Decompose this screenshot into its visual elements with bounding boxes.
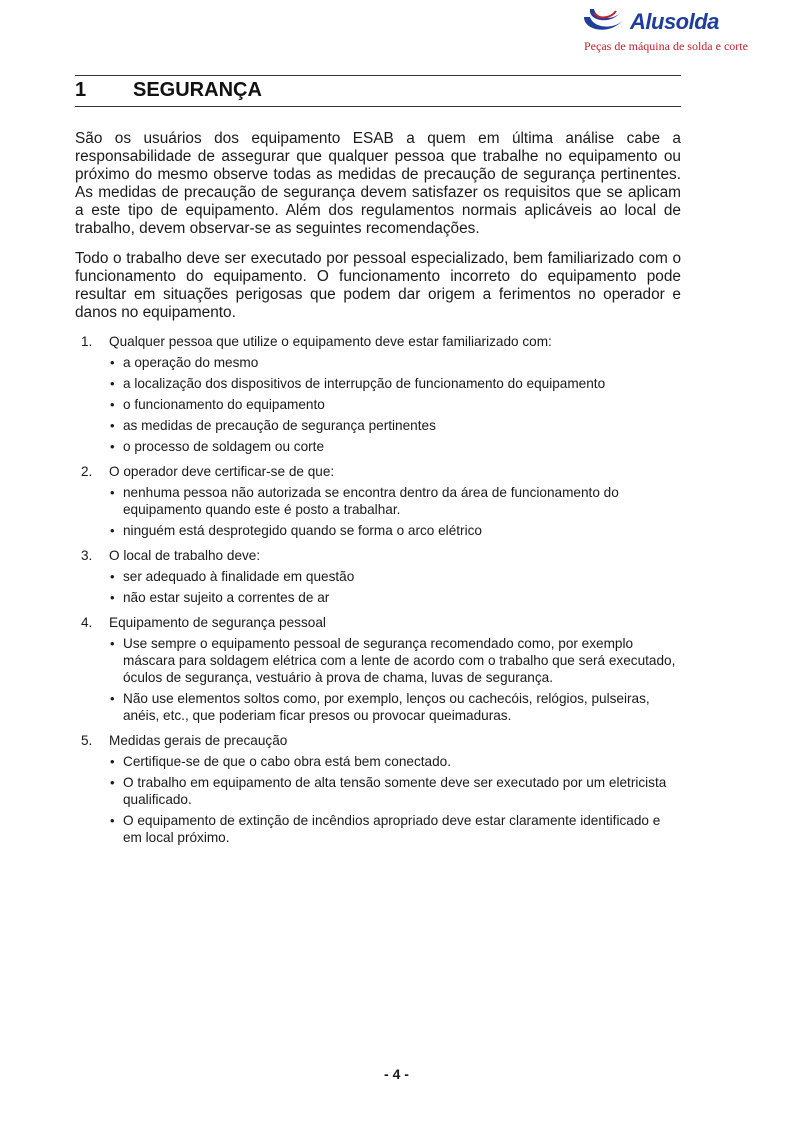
bullet-item: • ninguém está desprotegido quando se forma o arco elétrico xyxy=(110,523,482,538)
brand-tagline: Peças de máquina de solda e corte xyxy=(584,39,748,53)
bullet-list xyxy=(109,753,681,854)
page-number: - 4 - xyxy=(384,1066,409,1082)
brand-name: Alusolda xyxy=(630,9,719,34)
bullet-icon: • xyxy=(110,355,115,370)
list-item-title: Medidas gerais de precaução xyxy=(109,733,288,748)
bullet-item: • nenhuma pessoa não autorizada se encontra dentro da área de funcionamento do equipamento quando este é posto a trabalhar. xyxy=(110,485,619,517)
list-item-title: Qualquer pessoa que utilize o equipamento deve estar familiarizado com: xyxy=(109,334,552,349)
bullet-icon: • xyxy=(110,418,115,433)
intro-paragraph: São os usuários dos equipamento ESAB a quem em última análise cabe a responsabilidade de assegurar que qualquer pessoa que trabalhe no equipamento ou próximo do mesmo observe todas as medidas de precaução de segurança pertinentes. As medidas de precaução de segurança devem satisfazer os requisitos que se aplicam a este tipo de equipamento. Além dos regulamentos normais aplicáveis ao local de trabalho, devem observar-se as seguintes recomendações. xyxy=(75,130,681,237)
section-title: SEGURANÇA xyxy=(133,79,262,101)
bullet-item: • as medidas de precaução de segurança pertinentes xyxy=(110,418,436,433)
bullet-item: • o funcionamento do equipamento xyxy=(110,397,325,412)
bullet-list xyxy=(109,568,681,614)
bullet-item: • ser adequado à finalidade em questão xyxy=(110,569,355,584)
bullet-item: • o processo de soldagem ou corte xyxy=(110,439,325,454)
bullet-icon: • xyxy=(110,636,115,651)
bullet-icon: • xyxy=(110,376,115,391)
list-item-number: 4. xyxy=(81,615,93,630)
bullet-icon: • xyxy=(110,569,115,584)
heading-top-rule xyxy=(75,75,681,76)
bullet-icon: • xyxy=(110,754,115,769)
list-item-title: O local de trabalho deve: xyxy=(109,548,261,563)
bullet-list xyxy=(109,635,681,732)
bullet-item: • a localização dos dispositivos de interrupção de funcionamento do equipamento xyxy=(110,376,606,391)
bullet-list xyxy=(109,354,681,463)
list-item xyxy=(75,732,681,854)
section-number: 1 xyxy=(75,79,87,101)
list-item-number: 1. xyxy=(81,334,93,349)
list-item-number: 2. xyxy=(81,464,93,479)
bullet-icon: • xyxy=(110,590,115,605)
bullet-item: • Não use elementos soltos como, por exemplo, lenços ou cachecóis, relógios, pulseiras, anéis, etc., que poderiam ficar presos ou provocar queimaduras. xyxy=(110,691,650,723)
bullet-icon: • xyxy=(110,775,115,790)
training-paragraph: Todo o trabalho deve ser executado por pessoal especializado, bem familiarizado com o funcionamento do equipamento. O funcionamento incorreto do equipamento pode resultar em situações perigosas que podem dar origem a ferimentos no operador e danos no equipamento. xyxy=(75,250,681,321)
bullet-item: • Certifique-se de que o cabo obra está bem conectado. xyxy=(110,754,451,769)
bullet-item: • a operação do mesmo xyxy=(110,355,259,370)
bullet-icon: • xyxy=(110,485,115,500)
bullet-icon: • xyxy=(110,397,115,412)
list-item xyxy=(75,547,681,614)
alusolda-swoosh-icon xyxy=(580,3,628,39)
list-item-title: Equipamento de segurança pessoal xyxy=(109,615,326,630)
bullet-item: • não estar sujeito a correntes de ar xyxy=(110,590,330,605)
bullet-icon: • xyxy=(110,691,115,706)
bullet-list xyxy=(109,484,681,547)
heading-bottom-rule xyxy=(75,106,681,107)
bullet-item: • O trabalho em equipamento de alta tensão somente deve ser executado por um eletricista qualificado. xyxy=(110,775,667,807)
bullet-icon: • xyxy=(110,439,115,454)
alusolda-logo xyxy=(580,3,748,55)
list-item-number: 5. xyxy=(81,733,93,748)
list-item-title: O operador deve certificar-se de que: xyxy=(109,464,335,479)
list-item xyxy=(75,463,681,547)
bullet-item: • Use sempre o equipamento pessoal de segurança recomendado como, por exemplo máscara para soldagem elétrica com a lente de acordo com o trabalho que será executado, óculos de segurança, vestuário à prova de chama, luvas de segurança. xyxy=(110,636,676,685)
bullet-icon: • xyxy=(110,523,115,538)
bullet-icon: • xyxy=(110,813,115,828)
safety-list xyxy=(75,333,681,854)
list-item xyxy=(75,614,681,732)
list-item-number: 3. xyxy=(81,548,93,563)
bullet-item: • O equipamento de extinção de incêndios apropriado deve estar claramente identificado e em local próximo. xyxy=(110,813,661,845)
section-heading xyxy=(75,79,262,102)
list-item xyxy=(75,333,681,463)
